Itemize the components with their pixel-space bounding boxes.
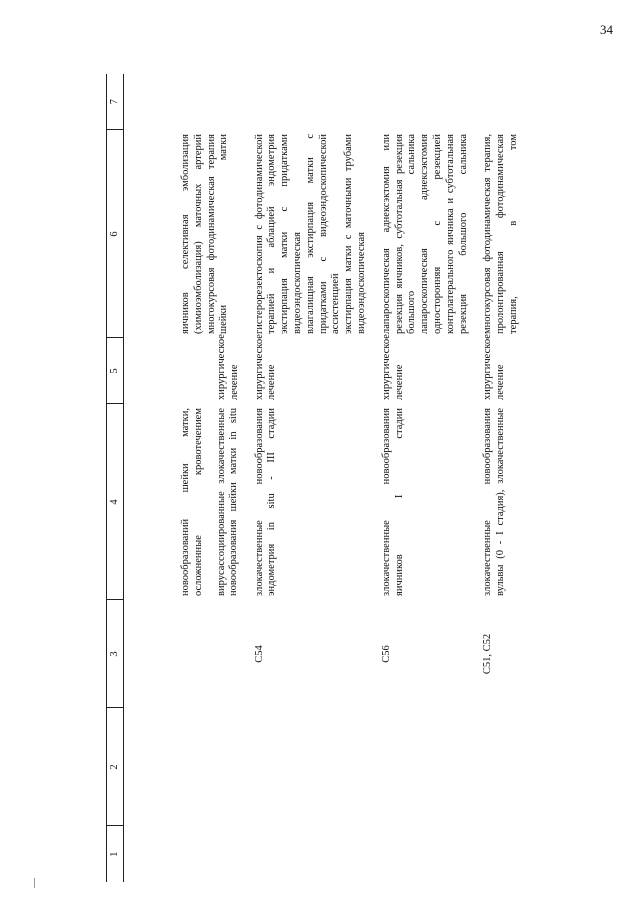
diagnosis-text: новообразований шейки матки, осложненные кровотечением	[180, 408, 204, 596]
method-cell	[252, 130, 379, 338]
method-text: гистерорезектоскопия с фотодинамической терапией и аблацией эндометрия	[253, 134, 278, 334]
icd-code: C56	[380, 645, 392, 663]
method-text: многокурсовая фотодинамическая терапия шейки матки	[205, 134, 230, 334]
margin-mark	[34, 878, 35, 888]
cell-col7	[480, 74, 520, 130]
treatment-type-text: хирургическое лечение	[482, 334, 507, 400]
icd-code	[124, 600, 252, 708]
column-number-row	[107, 74, 124, 882]
diagnosis-text: злокачественные новообразования яичников I стадии	[380, 408, 405, 596]
diagnosis-cell	[379, 404, 481, 600]
treatment-type-cell	[480, 334, 520, 404]
diagnosis-text: злокачественные новообразования эндометрия in situ - III стадии	[253, 408, 278, 596]
method-text: экстирпация матки с маточными трубами видеоэндоскопическая	[343, 134, 367, 334]
page-number: 34	[600, 22, 613, 37]
method-cell	[480, 130, 520, 338]
treatment-type-text: хирургическое лечение	[216, 334, 240, 400]
cell-col1	[480, 826, 520, 882]
diagnosis-cell	[480, 404, 520, 600]
cell-col1	[379, 826, 481, 882]
col-header-4: 4	[107, 404, 124, 600]
col-header-7: 7	[107, 74, 124, 130]
treatment-type-text	[180, 342, 216, 400]
cell-col2	[252, 708, 379, 826]
treatment-type-text: хирургическое лечение	[253, 334, 278, 400]
cell-col2	[124, 708, 252, 826]
treatment-type-text: хирургическое лечение	[380, 334, 405, 400]
method-cell	[379, 130, 481, 338]
rotated-table-container	[106, 74, 541, 882]
cell-col2	[480, 708, 520, 826]
method-text: влагалищная экстирпация матки с придатками с видеоэндоскопической ассистенцией	[304, 134, 342, 334]
cell-col7	[252, 74, 379, 130]
table-row	[379, 74, 481, 882]
method-cell	[124, 130, 252, 338]
method-text: лапароскопическая аднексэктомия односторонняя с резекцией контрлатерального яичника и субтотальная резекция большого сальника	[419, 134, 469, 334]
diagnosis-text: вирусассоциированные злокачественные новообразования шейки матки in situ	[215, 408, 240, 596]
method-text: лапароскопическая аднексэктомия или резекция яичников, субтотальная резекция большого сальника	[380, 134, 418, 334]
col-header-1: 1	[107, 826, 124, 882]
cell-col1	[124, 826, 252, 882]
col-header-2: 2	[107, 708, 124, 826]
diagnosis-text: злокачественные новообразования вульвы (0 - I стадия), злокачественные	[482, 408, 507, 596]
cell-col1	[252, 826, 379, 882]
method-text: экстирпация матки с придатками видеоэндоскопическая	[279, 134, 303, 334]
treatment-type-cell	[124, 334, 252, 404]
diagnosis-cell	[124, 404, 252, 600]
cell-col2	[379, 708, 481, 826]
icd-code: C54	[253, 645, 265, 663]
treatment-table	[106, 74, 521, 882]
icd-code: C51, C52	[482, 633, 494, 675]
method-text: яичников селективная эмболизация (химиоэмболизация) маточных артерий	[180, 134, 204, 334]
col-header-3: 3	[107, 600, 124, 708]
rotated-page-viewport	[106, 74, 541, 882]
treatment-type-cell	[252, 334, 379, 404]
col-header-6: 6	[107, 130, 124, 338]
diagnosis-cell	[252, 404, 379, 600]
col-header-5: 5	[107, 338, 124, 404]
table-row	[252, 74, 379, 882]
table-row	[124, 74, 252, 882]
cell-col7	[124, 74, 252, 130]
cell-col7	[379, 74, 481, 130]
table-row	[480, 74, 520, 882]
method-text: многокурсовая фотодинамическая терапия, пролонгированная фотодинамическая терапия, в том	[482, 134, 519, 334]
treatment-type-cell	[379, 334, 481, 404]
